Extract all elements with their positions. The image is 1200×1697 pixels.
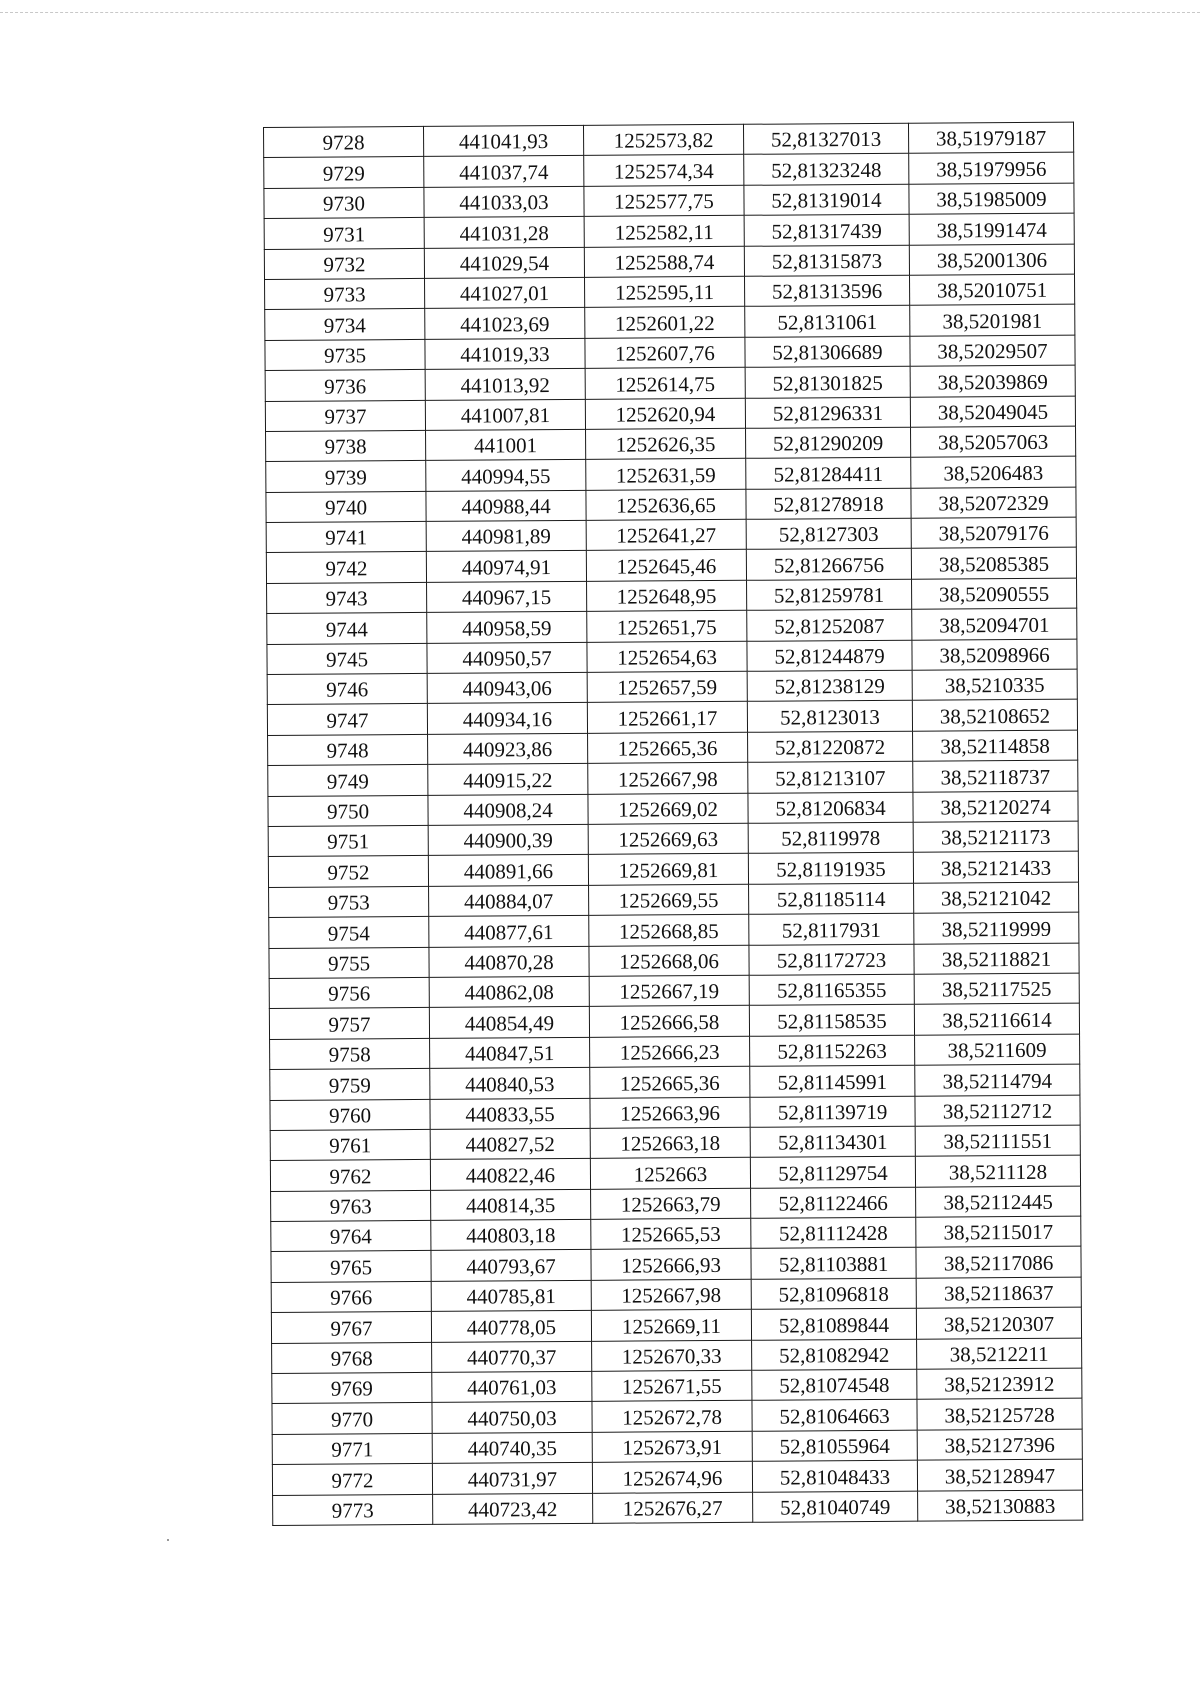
table-row bbox=[272, 1429, 1082, 1465]
latitude-cell: 52,81266756 bbox=[746, 549, 911, 580]
point-number-cell: 9763 bbox=[271, 1190, 431, 1221]
longitude-cell: 38,5210335 bbox=[912, 669, 1077, 700]
latitude-cell: 52,81172723 bbox=[749, 944, 914, 975]
table-row bbox=[264, 183, 1074, 219]
x-coordinate-cell: 441037,74 bbox=[424, 156, 584, 187]
y-coordinate-cell: 1252665,53 bbox=[591, 1218, 751, 1249]
longitude-cell: 38,52118637 bbox=[916, 1277, 1081, 1308]
point-number-cell: 9766 bbox=[271, 1281, 431, 1312]
latitude-cell: 52,81296331 bbox=[745, 397, 910, 428]
latitude-cell: 52,81290209 bbox=[746, 427, 911, 458]
latitude-cell: 52,8131061 bbox=[745, 306, 910, 337]
latitude-cell: 52,81129754 bbox=[750, 1156, 915, 1187]
y-coordinate-cell: 1252665,36 bbox=[588, 732, 748, 763]
x-coordinate-cell: 440891,66 bbox=[428, 855, 588, 886]
x-coordinate-cell: 441023,69 bbox=[425, 308, 585, 339]
point-number-cell: 9739 bbox=[266, 461, 426, 492]
table-row bbox=[271, 1277, 1081, 1313]
table-row bbox=[266, 426, 1076, 462]
x-coordinate-cell: 440934,16 bbox=[427, 703, 587, 734]
x-coordinate-cell: 440862,08 bbox=[429, 976, 589, 1007]
table-row bbox=[267, 669, 1077, 705]
longitude-cell: 38,52121433 bbox=[913, 851, 1078, 882]
x-coordinate-cell: 440943,06 bbox=[427, 672, 587, 703]
point-number-cell: 9730 bbox=[264, 187, 424, 218]
table-row bbox=[271, 1307, 1081, 1343]
y-coordinate-cell: 1252671,55 bbox=[592, 1370, 752, 1401]
table-row bbox=[266, 548, 1076, 584]
latitude-cell: 52,81317439 bbox=[744, 214, 909, 245]
table-row bbox=[270, 1064, 1080, 1100]
point-number-cell: 9761 bbox=[270, 1129, 430, 1160]
y-coordinate-cell: 1252674,96 bbox=[592, 1461, 752, 1492]
latitude-cell: 52,81040749 bbox=[753, 1491, 918, 1522]
longitude-cell: 38,52108652 bbox=[912, 700, 1077, 731]
latitude-cell: 52,81319014 bbox=[744, 184, 909, 215]
y-coordinate-cell: 1252663,18 bbox=[590, 1127, 750, 1158]
longitude-cell: 38,5201981 bbox=[910, 304, 1075, 335]
y-coordinate-cell: 1252668,85 bbox=[589, 914, 749, 945]
latitude-cell: 52,81089844 bbox=[751, 1308, 916, 1339]
table-row bbox=[264, 244, 1074, 280]
latitude-cell: 52,81327013 bbox=[743, 123, 908, 154]
x-coordinate-cell: 440723,42 bbox=[433, 1493, 593, 1524]
table-row bbox=[265, 396, 1075, 432]
x-coordinate-cell: 441001 bbox=[426, 429, 586, 460]
longitude-cell: 38,52112712 bbox=[915, 1095, 1080, 1126]
y-coordinate-cell: 1252641,27 bbox=[586, 519, 746, 550]
longitude-cell: 38,52039869 bbox=[910, 365, 1075, 396]
y-coordinate-cell: 1252669,02 bbox=[588, 793, 748, 824]
y-coordinate-cell: 1252582,11 bbox=[584, 215, 744, 246]
point-number-cell: 9757 bbox=[269, 1008, 429, 1039]
x-coordinate-cell: 440803,18 bbox=[431, 1219, 591, 1250]
longitude-cell: 38,52001306 bbox=[909, 244, 1074, 275]
x-coordinate-cell: 440770,37 bbox=[432, 1341, 592, 1372]
y-coordinate-cell: 1252657,59 bbox=[587, 671, 747, 702]
x-coordinate-cell: 441019,33 bbox=[425, 338, 585, 369]
point-number-cell: 9760 bbox=[270, 1099, 430, 1130]
x-coordinate-cell: 440840,53 bbox=[430, 1067, 590, 1098]
x-coordinate-cell: 441027,01 bbox=[425, 277, 585, 308]
y-coordinate-cell: 1252676,27 bbox=[593, 1492, 753, 1523]
point-number-cell: 9769 bbox=[272, 1372, 432, 1403]
x-coordinate-cell: 440785,81 bbox=[431, 1280, 591, 1311]
point-number-cell: 9762 bbox=[270, 1160, 430, 1191]
coordinates-table bbox=[263, 122, 1083, 1526]
point-number-cell: 9744 bbox=[267, 613, 427, 644]
latitude-cell: 52,8127303 bbox=[746, 518, 911, 549]
point-number-cell: 9734 bbox=[265, 309, 425, 340]
longitude-cell: 38,52117086 bbox=[916, 1247, 1081, 1278]
x-coordinate-cell: 440750,03 bbox=[432, 1402, 592, 1433]
point-number-cell: 9740 bbox=[266, 491, 426, 522]
table-row bbox=[272, 1459, 1082, 1495]
longitude-cell: 38,5211128 bbox=[915, 1155, 1080, 1186]
y-coordinate-cell: 1252663,96 bbox=[590, 1097, 750, 1128]
point-number-cell: 9764 bbox=[271, 1220, 431, 1251]
point-number-cell: 9748 bbox=[268, 734, 428, 765]
latitude-cell: 52,81278918 bbox=[746, 488, 911, 519]
latitude-cell: 52,81152263 bbox=[750, 1035, 915, 1066]
y-coordinate-cell: 1252574,34 bbox=[584, 155, 744, 186]
latitude-cell: 52,81306689 bbox=[745, 336, 910, 367]
y-coordinate-cell: 1252636,65 bbox=[586, 489, 746, 520]
point-number-cell: 9742 bbox=[266, 552, 426, 583]
point-number-cell: 9738 bbox=[266, 430, 426, 461]
latitude-cell: 52,81323248 bbox=[744, 154, 909, 185]
table-row bbox=[265, 335, 1075, 371]
longitude-cell: 38,5206483 bbox=[911, 456, 1076, 487]
point-number-cell: 9770 bbox=[272, 1403, 432, 1434]
longitude-cell: 38,52112445 bbox=[916, 1186, 1081, 1217]
longitude-cell: 38,52079176 bbox=[911, 517, 1076, 548]
scan-speck bbox=[167, 1539, 169, 1541]
table-row bbox=[272, 1368, 1082, 1404]
x-coordinate-cell: 440833,55 bbox=[430, 1098, 590, 1129]
x-coordinate-cell: 440884,07 bbox=[429, 885, 589, 916]
table-row bbox=[270, 1095, 1080, 1131]
y-coordinate-cell: 1252669,63 bbox=[588, 823, 748, 854]
x-coordinate-cell: 440854,49 bbox=[429, 1007, 589, 1038]
x-coordinate-cell: 440915,22 bbox=[428, 764, 588, 795]
y-coordinate-cell: 1252577,75 bbox=[584, 185, 744, 216]
x-coordinate-cell: 441029,54 bbox=[424, 247, 584, 278]
y-coordinate-cell: 1252665,36 bbox=[590, 1066, 750, 1097]
latitude-cell: 52,81252087 bbox=[747, 609, 912, 640]
x-coordinate-cell: 440994,55 bbox=[426, 460, 586, 491]
x-coordinate-cell: 440731,97 bbox=[432, 1463, 592, 1494]
latitude-cell: 52,81139719 bbox=[750, 1096, 915, 1127]
table-row bbox=[269, 882, 1079, 918]
latitude-cell: 52,81284411 bbox=[746, 458, 911, 489]
latitude-cell: 52,81064663 bbox=[752, 1400, 917, 1431]
table-row bbox=[270, 1155, 1080, 1191]
y-coordinate-cell: 1252663 bbox=[590, 1158, 750, 1189]
longitude-cell: 38,52057063 bbox=[911, 426, 1076, 457]
table-row bbox=[267, 639, 1077, 675]
latitude-cell: 52,81158535 bbox=[749, 1005, 914, 1036]
y-coordinate-cell: 1252661,17 bbox=[587, 702, 747, 733]
point-number-cell: 9746 bbox=[267, 673, 427, 704]
point-number-cell: 9755 bbox=[269, 947, 429, 978]
x-coordinate-cell: 440793,67 bbox=[431, 1250, 591, 1281]
longitude-cell: 38,52119999 bbox=[914, 912, 1079, 943]
latitude-cell: 52,81313596 bbox=[745, 275, 910, 306]
longitude-cell: 38,52115017 bbox=[916, 1216, 1081, 1247]
table-row bbox=[265, 365, 1075, 401]
latitude-cell: 52,81082942 bbox=[752, 1339, 917, 1370]
point-number-cell: 9735 bbox=[265, 339, 425, 370]
longitude-cell: 38,52072329 bbox=[911, 487, 1076, 518]
longitude-cell: 38,52130883 bbox=[918, 1490, 1083, 1521]
x-coordinate-cell: 441033,03 bbox=[424, 186, 584, 217]
longitude-cell: 38,52127396 bbox=[917, 1429, 1082, 1460]
table-row bbox=[270, 1034, 1080, 1070]
longitude-cell: 38,51979956 bbox=[909, 153, 1074, 184]
table-row bbox=[272, 1338, 1082, 1374]
longitude-cell: 38,52116614 bbox=[914, 1003, 1079, 1034]
latitude-cell: 52,81165355 bbox=[749, 974, 914, 1005]
table-row bbox=[273, 1490, 1083, 1526]
point-number-cell: 9747 bbox=[267, 704, 427, 735]
latitude-cell: 52,81259781 bbox=[747, 579, 912, 610]
y-coordinate-cell: 1252651,75 bbox=[587, 611, 747, 642]
point-number-cell: 9758 bbox=[270, 1038, 430, 1069]
latitude-cell: 52,81315873 bbox=[744, 245, 909, 276]
latitude-cell: 52,81185114 bbox=[749, 883, 914, 914]
y-coordinate-cell: 1252668,06 bbox=[589, 945, 749, 976]
y-coordinate-cell: 1252666,58 bbox=[589, 1006, 749, 1037]
y-coordinate-cell: 1252667,19 bbox=[589, 975, 749, 1006]
longitude-cell: 38,52125728 bbox=[917, 1399, 1082, 1430]
table-row bbox=[269, 912, 1079, 948]
longitude-cell: 38,52090555 bbox=[912, 578, 1077, 609]
x-coordinate-cell: 440923,86 bbox=[428, 733, 588, 764]
longitude-cell: 38,52123912 bbox=[917, 1368, 1082, 1399]
longitude-cell: 38,52049045 bbox=[910, 396, 1075, 427]
longitude-cell: 38,52121173 bbox=[913, 821, 1078, 852]
x-coordinate-cell: 440740,35 bbox=[432, 1432, 592, 1463]
point-number-cell: 9745 bbox=[267, 643, 427, 674]
x-coordinate-cell: 440877,61 bbox=[429, 916, 589, 947]
latitude-cell: 52,81244879 bbox=[747, 640, 912, 671]
y-coordinate-cell: 1252673,91 bbox=[592, 1431, 752, 1462]
table-row bbox=[267, 700, 1077, 736]
table-row bbox=[265, 274, 1075, 310]
point-number-cell: 9772 bbox=[272, 1464, 432, 1495]
scan-edge-line bbox=[0, 12, 1200, 13]
longitude-cell: 38,52010751 bbox=[909, 274, 1074, 305]
x-coordinate-cell: 441041,93 bbox=[423, 125, 583, 156]
longitude-cell: 38,52111551 bbox=[915, 1125, 1080, 1156]
x-coordinate-cell: 440761,03 bbox=[432, 1371, 592, 1402]
y-coordinate-cell: 1252670,33 bbox=[592, 1340, 752, 1371]
latitude-cell: 52,8119978 bbox=[748, 822, 913, 853]
point-number-cell: 9737 bbox=[265, 400, 425, 431]
table-row bbox=[268, 821, 1078, 857]
longitude-cell: 38,51991474 bbox=[909, 213, 1074, 244]
table-row bbox=[266, 487, 1076, 523]
longitude-cell: 38,52098966 bbox=[912, 639, 1077, 670]
y-coordinate-cell: 1252666,93 bbox=[591, 1249, 751, 1280]
table-row bbox=[270, 1125, 1080, 1161]
table-row bbox=[271, 1186, 1081, 1222]
x-coordinate-cell: 441031,28 bbox=[424, 217, 584, 248]
x-coordinate-cell: 441007,81 bbox=[425, 399, 585, 430]
table-row bbox=[269, 943, 1079, 979]
x-coordinate-cell: 440814,35 bbox=[431, 1189, 591, 1220]
point-number-cell: 9767 bbox=[271, 1312, 431, 1343]
table-row bbox=[266, 456, 1076, 492]
y-coordinate-cell: 1252631,59 bbox=[586, 459, 746, 490]
table-row bbox=[269, 973, 1079, 1009]
table-row bbox=[264, 153, 1074, 189]
x-coordinate-cell: 440822,46 bbox=[430, 1159, 590, 1190]
y-coordinate-cell: 1252667,98 bbox=[588, 763, 748, 794]
x-coordinate-cell: 440974,91 bbox=[426, 551, 586, 582]
x-coordinate-cell: 440870,28 bbox=[429, 946, 589, 977]
point-number-cell: 9750 bbox=[268, 795, 428, 826]
point-number-cell: 9743 bbox=[267, 582, 427, 613]
latitude-cell: 52,81055964 bbox=[752, 1430, 917, 1461]
point-number-cell: 9741 bbox=[266, 522, 426, 553]
y-coordinate-cell: 1252573,82 bbox=[583, 124, 743, 155]
y-coordinate-cell: 1252654,63 bbox=[587, 641, 747, 672]
point-number-cell: 9759 bbox=[270, 1069, 430, 1100]
point-number-cell: 9773 bbox=[273, 1494, 433, 1525]
y-coordinate-cell: 1252601,22 bbox=[585, 307, 745, 338]
latitude-cell: 52,8117931 bbox=[749, 913, 914, 944]
longitude-cell: 38,52029507 bbox=[910, 335, 1075, 366]
point-number-cell: 9729 bbox=[264, 157, 424, 188]
latitude-cell: 52,81096818 bbox=[751, 1278, 916, 1309]
table-row bbox=[271, 1216, 1081, 1252]
table-row bbox=[268, 791, 1078, 827]
point-number-cell: 9751 bbox=[268, 825, 428, 856]
table-row bbox=[266, 517, 1076, 553]
x-coordinate-cell: 440988,44 bbox=[426, 490, 586, 521]
x-coordinate-cell: 440981,89 bbox=[426, 520, 586, 551]
longitude-cell: 38,52118821 bbox=[914, 943, 1079, 974]
point-number-cell: 9768 bbox=[272, 1342, 432, 1373]
longitude-cell: 38,52128947 bbox=[917, 1459, 1082, 1490]
y-coordinate-cell: 1252669,11 bbox=[591, 1310, 751, 1341]
latitude-cell: 52,81301825 bbox=[745, 366, 910, 397]
point-number-cell: 9732 bbox=[264, 248, 424, 279]
latitude-cell: 52,81213107 bbox=[748, 761, 913, 792]
table-row bbox=[268, 760, 1078, 796]
x-coordinate-cell: 440950,57 bbox=[427, 642, 587, 673]
x-coordinate-cell: 440958,59 bbox=[427, 612, 587, 643]
y-coordinate-cell: 1252620,94 bbox=[585, 398, 745, 429]
x-coordinate-cell: 440778,05 bbox=[431, 1311, 591, 1342]
y-coordinate-cell: 1252626,35 bbox=[586, 428, 746, 459]
latitude-cell: 52,81191935 bbox=[748, 853, 913, 884]
table-row bbox=[265, 304, 1075, 340]
longitude-cell: 38,52114858 bbox=[913, 730, 1078, 761]
point-number-cell: 9728 bbox=[264, 126, 424, 157]
longitude-cell: 38,52120307 bbox=[916, 1307, 1081, 1338]
point-number-cell: 9754 bbox=[269, 917, 429, 948]
latitude-cell: 52,81048433 bbox=[752, 1460, 917, 1491]
latitude-cell: 52,81074548 bbox=[752, 1369, 917, 1400]
y-coordinate-cell: 1252645,46 bbox=[586, 550, 746, 581]
x-coordinate-cell: 440900,39 bbox=[428, 824, 588, 855]
point-number-cell: 9733 bbox=[265, 278, 425, 309]
longitude-cell: 38,52118737 bbox=[913, 760, 1078, 791]
longitude-cell: 38,51985009 bbox=[909, 183, 1074, 214]
y-coordinate-cell: 1252669,81 bbox=[588, 854, 748, 885]
longitude-cell: 38,52085385 bbox=[911, 548, 1076, 579]
y-coordinate-cell: 1252607,76 bbox=[585, 337, 745, 368]
y-coordinate-cell: 1252666,23 bbox=[590, 1036, 750, 1067]
longitude-cell: 38,5212211 bbox=[917, 1338, 1082, 1369]
longitude-cell: 38,52117525 bbox=[914, 973, 1079, 1004]
table-row bbox=[271, 1247, 1081, 1283]
table-row bbox=[268, 851, 1078, 887]
y-coordinate-cell: 1252663,79 bbox=[591, 1188, 751, 1219]
coordinates-table-body bbox=[264, 122, 1083, 1525]
latitude-cell: 52,81145991 bbox=[750, 1065, 915, 1096]
latitude-cell: 52,8123013 bbox=[747, 701, 912, 732]
y-coordinate-cell: 1252588,74 bbox=[584, 246, 744, 277]
point-number-cell: 9771 bbox=[272, 1433, 432, 1464]
longitude-cell: 38,52121042 bbox=[914, 882, 1079, 913]
longitude-cell: 38,5211609 bbox=[915, 1034, 1080, 1065]
latitude-cell: 52,81206834 bbox=[748, 792, 913, 823]
x-coordinate-cell: 440908,24 bbox=[428, 794, 588, 825]
longitude-cell: 38,51979187 bbox=[908, 122, 1073, 153]
table-row bbox=[264, 213, 1074, 249]
y-coordinate-cell: 1252595,11 bbox=[585, 276, 745, 307]
y-coordinate-cell: 1252667,98 bbox=[591, 1279, 751, 1310]
table-row bbox=[267, 608, 1077, 644]
latitude-cell: 52,81103881 bbox=[751, 1248, 916, 1279]
longitude-cell: 38,52094701 bbox=[912, 608, 1077, 639]
point-number-cell: 9765 bbox=[271, 1251, 431, 1282]
latitude-cell: 52,81122466 bbox=[751, 1187, 916, 1218]
point-number-cell: 9756 bbox=[269, 977, 429, 1008]
table-row bbox=[267, 578, 1077, 614]
longitude-cell: 38,52120274 bbox=[913, 791, 1078, 822]
x-coordinate-cell: 440967,15 bbox=[427, 581, 587, 612]
table-row bbox=[272, 1399, 1082, 1435]
latitude-cell: 52,81134301 bbox=[750, 1126, 915, 1157]
table-row bbox=[268, 730, 1078, 766]
longitude-cell: 38,52114794 bbox=[915, 1064, 1080, 1095]
y-coordinate-cell: 1252648,95 bbox=[587, 580, 747, 611]
x-coordinate-cell: 440847,51 bbox=[430, 1037, 590, 1068]
x-coordinate-cell: 441013,92 bbox=[425, 368, 585, 399]
point-number-cell: 9731 bbox=[264, 218, 424, 249]
latitude-cell: 52,81112428 bbox=[751, 1217, 916, 1248]
y-coordinate-cell: 1252614,75 bbox=[585, 367, 745, 398]
x-coordinate-cell: 440827,52 bbox=[430, 1128, 590, 1159]
point-number-cell: 9749 bbox=[268, 765, 428, 796]
y-coordinate-cell: 1252672,78 bbox=[592, 1401, 752, 1432]
point-number-cell: 9752 bbox=[268, 856, 428, 887]
table-row bbox=[269, 1003, 1079, 1039]
table-row bbox=[264, 122, 1074, 158]
y-coordinate-cell: 1252669,55 bbox=[589, 884, 749, 915]
latitude-cell: 52,81238129 bbox=[747, 670, 912, 701]
point-number-cell: 9753 bbox=[269, 886, 429, 917]
latitude-cell: 52,81220872 bbox=[748, 731, 913, 762]
point-number-cell: 9736 bbox=[265, 370, 425, 401]
